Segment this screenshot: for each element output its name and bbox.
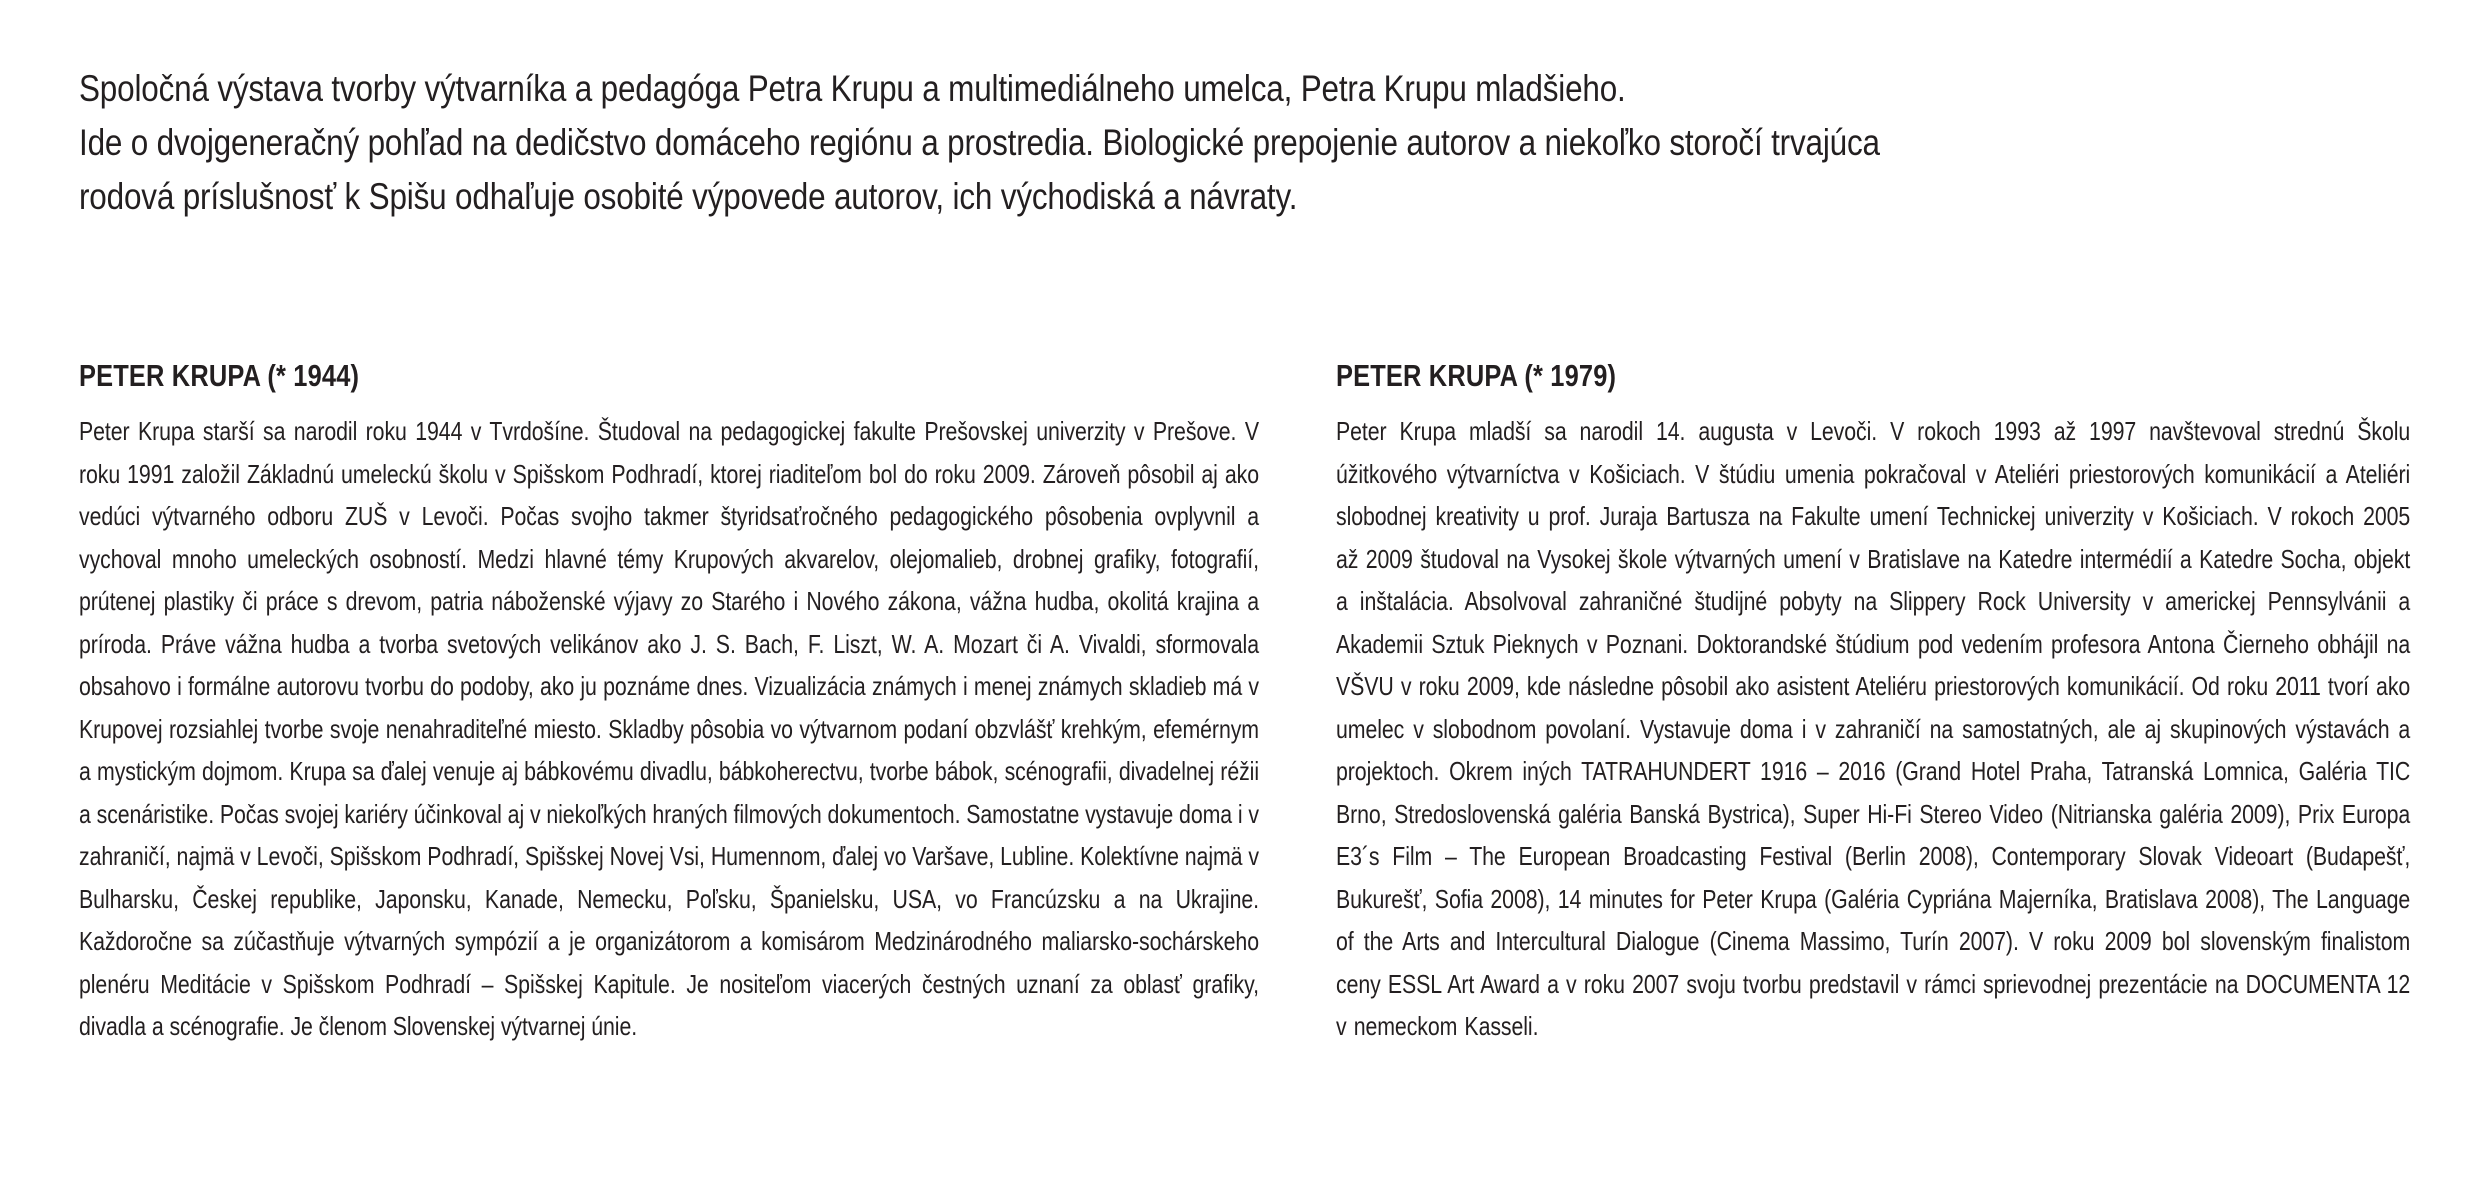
bio-heading-junior: PETER KRUPA (* 1979) (1336, 358, 1617, 393)
bio-column-peter-krupa-junior (1336, 356, 2410, 1048)
intro-line: Ide o dvojgeneračný pohľad na dedičstvo domáceho regiónu a prostredia. Biologické prepojenie autorov a niekoľko storočí trvajúca (79, 122, 1880, 163)
bio-column-peter-krupa-senior (79, 356, 1259, 1048)
intro-line: Spoločná výstava tvorby výtvarníka a pedagóga Petra Krupu a multimediálneho umelca, Petra Krupu mladšieho. (79, 68, 1626, 109)
intro-line: rodová príslušnosť k Spišu odhaľuje osobité výpovede autorov, ich východiská a návraty. (79, 176, 1298, 217)
intro-paragraph (79, 62, 2442, 224)
bio-heading-senior: PETER KRUPA (* 1944) (79, 358, 360, 393)
bio-text-senior: Peter Krupa starší sa narodil roku 1944 v Tvrdošíne. Študoval na pedagogickej fakulte Prešovskej univerzity v Prešove. V roku 1991 založil Základnú umeleckú školu v Spišskom Podhradí, ktorej riaditeľom bol do roku 2009. Zároveň pôsobil aj ako vedúci výtvarného odboru ZUŠ v Levoči. Počas svojho takmer štyridsaťročného pedagogického pôsobenia ovplyvnil a vychoval mnoho umeleckých osobností. Medzi hlavné témy Krupových akvarelov, olejomalieb, drobnej grafiky, fotografií, prútenej plastiky či práce s drevom, patria náboženské výjavy zo Starého i Nového zákona, vážna hudba, okolitá krajina a príroda. Práve vážna hudba a tvorba svetových velikánov ako J. S. Bach, F. Liszt, W. A. Mozart či A. Vivaldi, sformovala obsahovo i formálne autorovu tvorbu do podoby, ako ju poznáme dnes. Vizualizácia známych i menej známych skladieb má v Krupovej rozsiahlej tvorbe svoje nenahraditeľné miesto. Skladby pôsobia vo výtvarnom podaní obzvlášť krehkým, efemérnym a mystickým dojmom. Krupa sa ďalej venuje aj bábkovému divadlu, bábkoherectvu, tvorbe bábok, scénografii, divadelnej réžii a scenáristike. Počas svojej kariéry účinkoval aj v niekoľkých hraných filmových dokumentoch. Samostatne vystavuje doma i v zahraničí, najmä v Levoči, Spišskom Podhradí, Spišskej Novej Vsi, Humennom, ďalej vo Varšave, Lubline. Kolektívne najmä v Bulharsku, Českej republike, Japonsku, Kanade, Nemecku, Poľsku, Španielsku, USA, vo Francúzsku a na Ukrajine. Každoročne sa zúčastňuje výtvarných sympózií a je organizátorom a komisárom Medzinárodného maliarsko-sochárskeho plenéru Meditácie v Spišskom Podhradí – Spišskej Kapitule. Je nositeľom viacerých čestných uznaní za oblasť grafiky, divadla a scénografie. Je členom Slovenskej výtvarnej únie. (79, 416, 1259, 1041)
bio-text-junior: Peter Krupa mladší sa narodil 14. augusta v Levoči. V rokoch 1993 až 1997 navštevoval strednú Školu úžitkového výtvarníctva v Košiciach. V štúdiu umenia pokračoval v Ateliéri priestorových komunikácií a Ateliéri slobodnej kreativity u prof. Juraja Bartusza na Fakulte umení Technickej univerzity v Košiciach. V rokoch 2005 až 2009 študoval na Vysokej škole výtvarných umení v Bratislave na Katedre intermédií a Katedre Socha, objekt a inštalácia. Absolvoval zahraničné študijné pobyty na Slippery Rock University v americkej Pennsylvánii a Akademii Sztuk Pieknych v Poznani. Doktorandské štúdium pod vedením profesora Antona Čierneho obhájil na VŠVU v roku 2009, kde následne pôsobil ako asistent Ateliéru priestorových komunikácií. Od roku 2011 tvorí ako umelec v slobodnom povolaní. Vystavuje doma i v zahraničí na samostatných, ale aj skupinových výstavách a projektoch. Okrem iných TATRAHUNDERT 1916 – 2016 (Grand Hotel Praha, Tatranská Lomnica, Galéria TIC Brno, Stredoslovenská galéria Banská Bystrica), Super Hi-Fi Stereo Video (Nitrianska galéria 2009), Prix Europa E3´s Film – The European Broadcasting Festival (Berlin 2008), Contemporary Slovak Videoart (Budapešť, Bukurešť, Sofia 2008), 14 minutes for Peter Krupa (Galéria Cypriána Majerníka, Bratislava 2008), The Language of the Arts and Intercultural Dialogue (Cinema Massimo, Turín 2007). V roku 2009 bol slovenským finalistom ceny ESSL Art Award a v roku 2007 svoju tvorbu predstavil v rámci sprievodnej prezentácie na DOCUMENTA 12 v nemeckom Kasseli. (1336, 416, 2411, 1041)
